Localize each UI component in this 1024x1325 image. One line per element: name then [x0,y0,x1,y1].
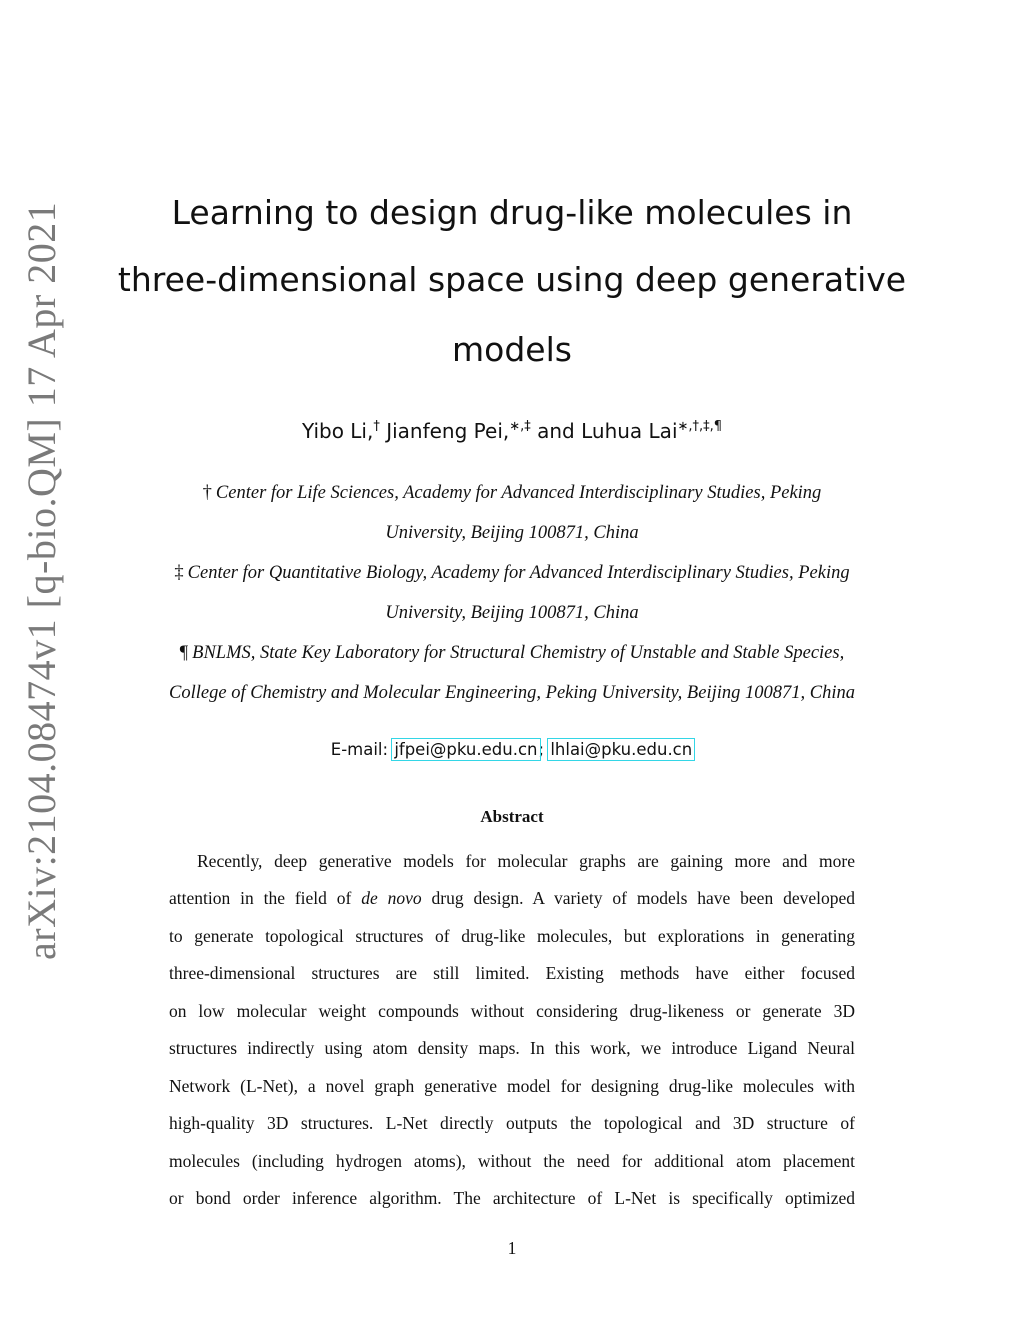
email-link-lhlai[interactable]: lhlai@pku.edu.cn [550,740,693,759]
affiliation-text: Center for Life Sciences, Academy for Advanced Interdisciplinary Studies, Peking [215,483,822,503]
author-name: Yibo Li, [301,419,374,443]
affiliation-line [112,564,912,583]
affiliation-symbol: ‡ [174,563,184,583]
abstract-line [169,890,855,908]
author-affiliation-marks: ∗,†,‡,¶ [677,419,723,434]
affiliation-line [112,644,912,663]
author-affiliation-marks: † [373,419,380,434]
email-label: E-mail: [330,740,394,759]
abstract-text: attention in the field of [169,888,362,908]
paper-title-line-1: Learning to design drug-like molecules in [171,193,853,232]
affiliation-line [112,484,912,503]
abstract-emphasis: de novo [361,888,422,908]
author-name: Jianfeng Pei, [379,419,510,443]
author-conjunction: and [530,419,582,443]
abstract-line: to generate topological structures of drug-like molecules, but explorations in generating [169,926,855,946]
affiliation-line: University, Beijing 100871, China [385,523,639,543]
abstract-line: on low molecular weight compounds without considering drug-likeness or generate 3D [169,1001,855,1021]
paper-title-line-2: three-dimensional space using deep generative [117,260,907,299]
affiliation-line: College of Chemistry and Molecular Engineering, Peking University, Beijing 100871, China [169,683,855,703]
email-separator: ; [538,740,545,759]
affiliation-symbol: † [202,483,212,503]
abstract-line: Network (L-Net), a novel graph generative model for designing drug-like molecules with [169,1076,855,1096]
author-list [112,420,912,441]
contact-email [112,742,912,759]
paper-title-line-3: models [452,330,572,369]
abstract-line: molecules (including hydrogen atoms), without the need for additional atom placement [169,1151,855,1171]
affiliation-text: Center for Quantitative Biology, Academy for Advanced Interdisciplinary Studies, Peking [187,563,850,583]
affiliation-text: BNLMS, State Key Laboratory for Structural Chemistry of Unstable and Stable Species, [192,643,845,663]
abstract-line: high-quality 3D structures. L-Net directly outputs the topological and 3D structure of [169,1113,855,1133]
abstract-line: three-dimensional structures are still limited. Existing methods have either focused [169,963,855,983]
abstract-heading: Abstract [480,807,544,826]
affiliation-line: University, Beijing 100871, China [385,603,639,623]
affiliation-symbol: ¶ [179,643,189,663]
abstract-line: structures indirectly using atom density maps. In this work, we introduce Ligand Neural [169,1038,855,1058]
page-number: 1 [507,1238,517,1258]
abstract-line: Recently, deep generative models for molecular graphs are gaining more and more [197,851,855,871]
abstract-line: or bond order inference algorithm. The architecture of L-Net is specifically optimized [169,1188,855,1208]
arxiv-identifier-stamp: arXiv:2104.08474v1 [q-bio.QM] 17 Apr 2021 [19,201,64,960]
author-affiliation-marks: ∗,‡ [509,419,531,434]
abstract-text: drug design. A variety of models have been developed [421,888,855,908]
email-link-jfpei[interactable]: jfpei@pku.edu.cn [394,740,538,759]
author-name: Luhua Lai [581,419,678,443]
